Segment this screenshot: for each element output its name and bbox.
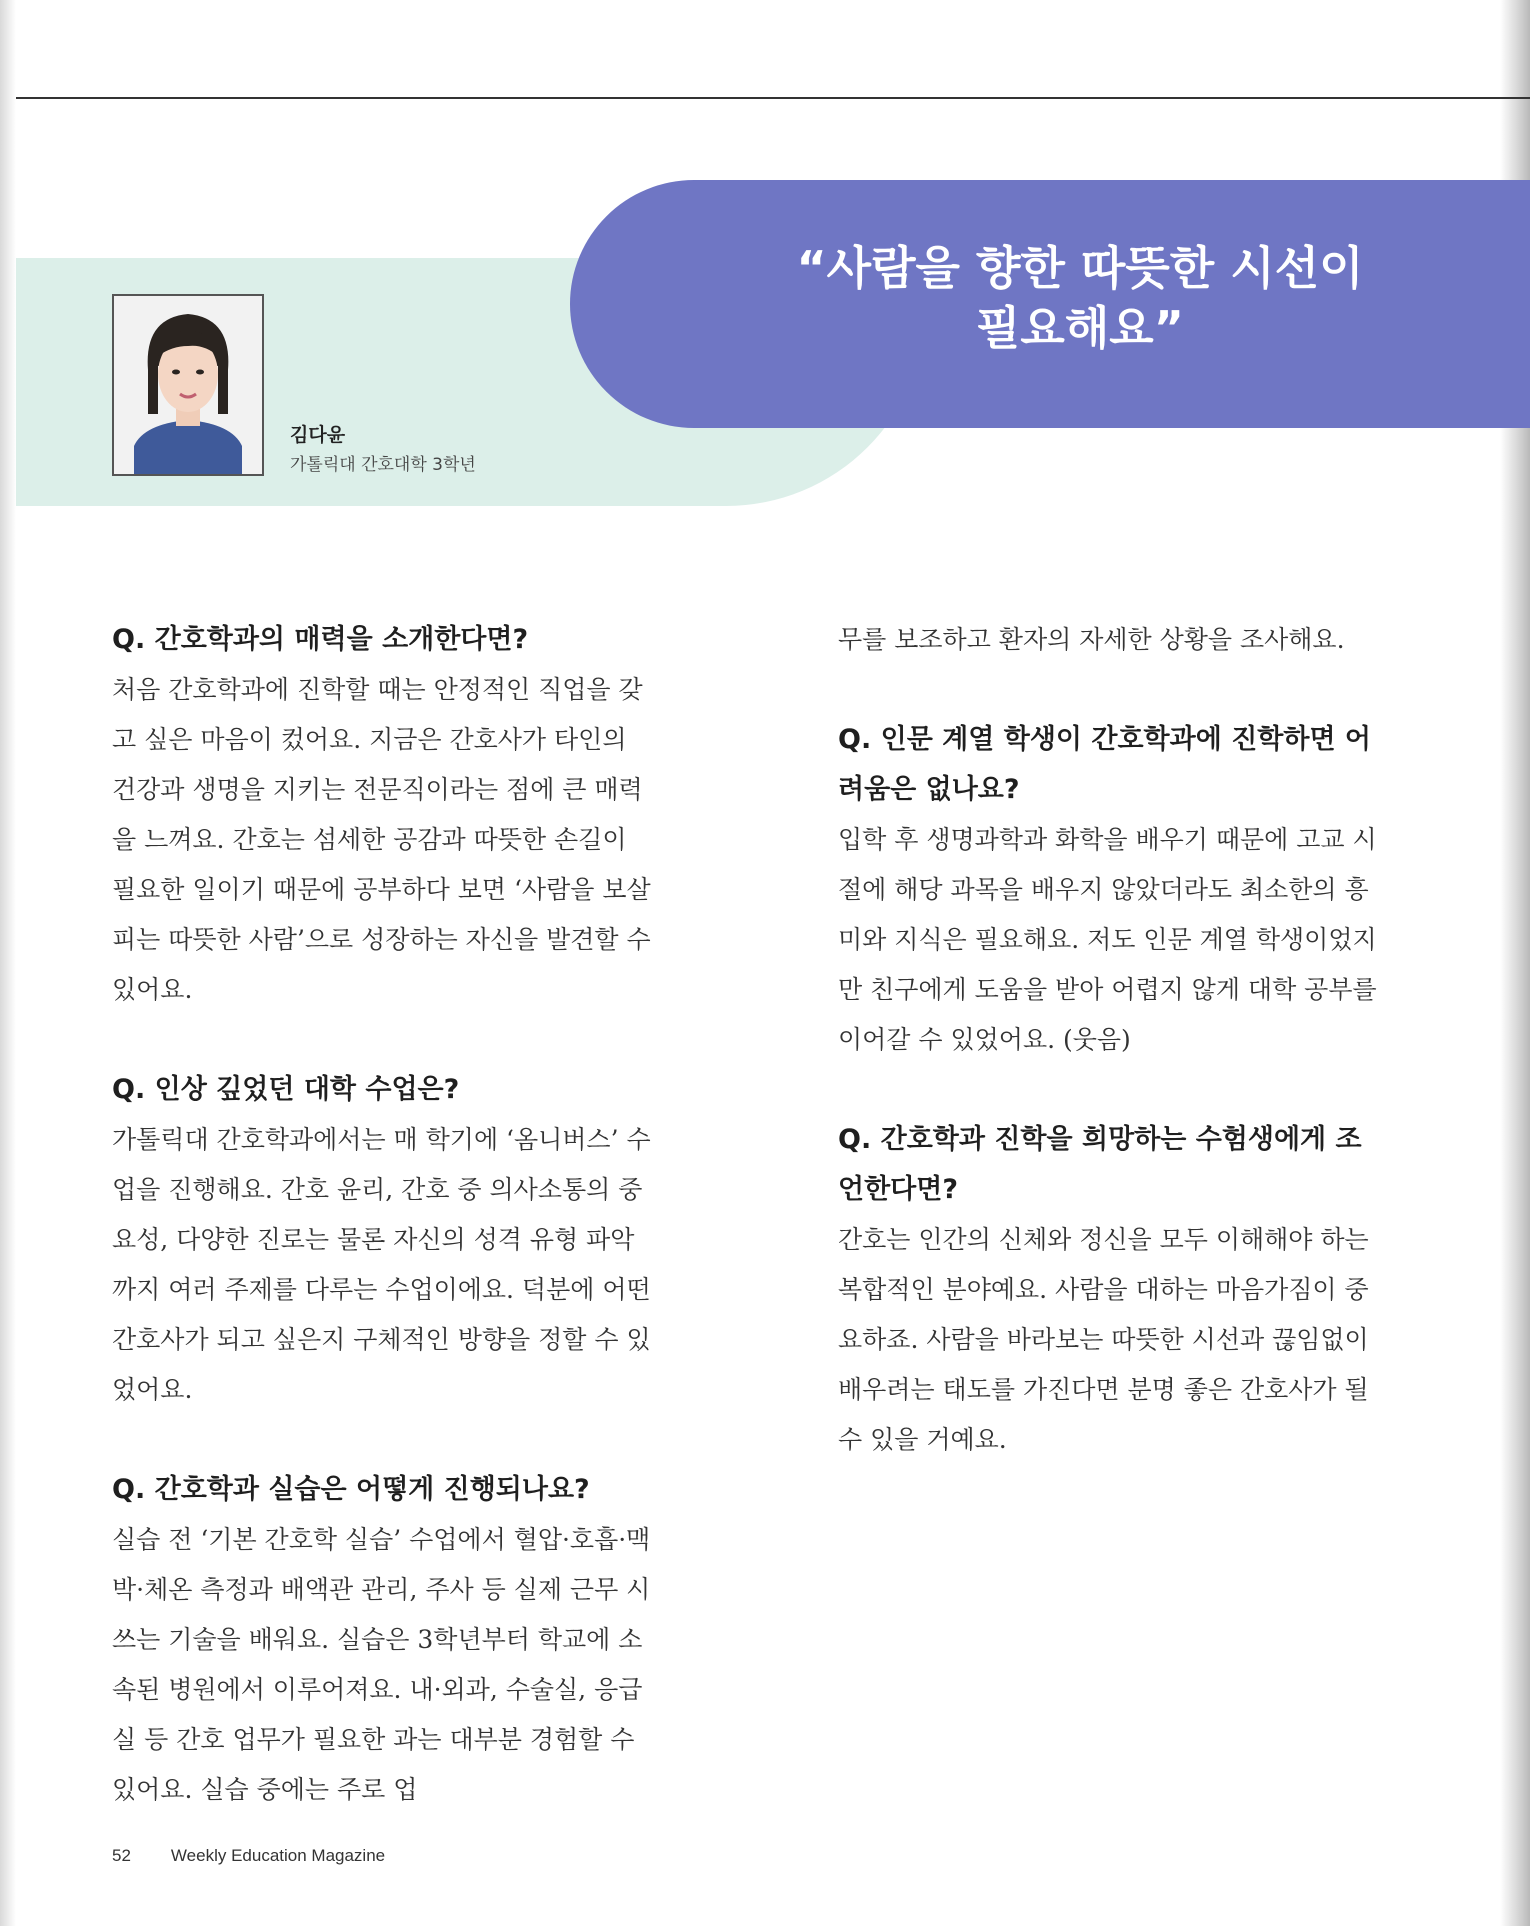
top-rule bbox=[16, 97, 1530, 99]
qa-block-4 bbox=[838, 715, 1378, 1065]
answer-5: 간호는 인간의 신체와 정신을 모두 이해해야 하는 복합적인 분야예요. 사람을 대하는 마음가짐이 중요하죠. 사람을 바라보는 따뜻한 시선과 끊임없이 배우려는 태도를 가진다면 분명 좋은 간호사가 될 수 있을 거예요. bbox=[838, 1225, 1369, 1454]
question-1: Q. 간호학과의 매력을 소개한다면? bbox=[112, 624, 529, 655]
portrait-image bbox=[114, 296, 262, 474]
qa-block-2 bbox=[112, 1065, 652, 1415]
page-number: 52 bbox=[112, 1846, 131, 1865]
interviewee-affiliation: 가톨릭대 간호대학 3학년 bbox=[290, 455, 476, 475]
answer-3-continued: 무를 보조하고 환자의 자세한 상황을 조사해요. bbox=[838, 625, 1345, 654]
qa-block-3 bbox=[112, 1465, 652, 1815]
question-3: Q. 간호학과 실습은 어떻게 진행되나요? bbox=[112, 1474, 590, 1505]
page-footer bbox=[112, 1846, 385, 1866]
profile-photo bbox=[112, 294, 264, 476]
headline bbox=[760, 238, 1400, 358]
answer-3-continued-block bbox=[838, 615, 1378, 665]
page-edge-shadow-left bbox=[0, 0, 16, 1926]
magazine-name: Weekly Education Magazine bbox=[170, 1846, 386, 1865]
answer-2: 가톨릭대 간호학과에서는 매 학기에 ‘옴니버스’ 수업을 진행해요. 간호 윤리, 간호 중 의사소통의 중요성, 다양한 진로는 물론 자신의 성격 유형 파악까지 여러 주제를 다루는 수업이에요. 덕분에 어떤 간호사가 되고 싶은지 구체적인 방향을 정할 수 있었어요. bbox=[112, 1125, 651, 1404]
answer-1: 처음 간호학과에 진학할 때는 안정적인 직업을 갖고 싶은 마음이 컸어요. 지금은 간호사가 타인의 건강과 생명을 지키는 전문직이라는 점에 큰 매력을 느껴요. 간호는 섬세한 공감과 따뜻한 손길이 필요한 일이기 때문에 공부하다 보면 ‘사람을 보살피는 따뜻한 사람’으로 성장하는 자신을 발견할 수 있어요. bbox=[112, 675, 651, 1004]
answer-3: 실습 전 ‘기본 간호학 실습’ 수업에서 혈압·호흡·맥박·체온 측정과 배액관 관리, 주사 등 실제 근무 시 쓰는 기술을 배워요. 실습은 3학년부터 학교에 소속된 병원에서 이루어져요. 내·외과, 수술실, 응급실 등 간호 업무가 필요한 과는 대부분 경험할 수 있어요. 실습 중에는 주로 업 bbox=[112, 1525, 651, 1804]
right-column bbox=[838, 615, 1378, 1515]
headline-line-2: 필요해요” bbox=[976, 301, 1184, 355]
qa-block-1 bbox=[112, 615, 652, 1015]
qa-block-5 bbox=[838, 1115, 1378, 1465]
answer-4: 입학 후 생명과학과 화학을 배우기 때문에 고교 시절에 해당 과목을 배우지 않았더라도 최소한의 흥미와 지식은 필요해요. 저도 인문 계열 학생이었지만 친구에게 도움을 받아 어렵지 않게 대학 공부를 이어갈 수 있었어요. (웃음) bbox=[838, 825, 1377, 1054]
question-4: Q. 인문 계열 학생이 간호학과에 진학하면 어려움은 없나요? bbox=[838, 724, 1372, 805]
question-2: Q. 인상 깊었던 대학 수업은? bbox=[112, 1074, 460, 1105]
question-5: Q. 간호학과 진학을 희망하는 수험생에게 조언한다면? bbox=[838, 1124, 1362, 1205]
headline-line-1: “사람을 향한 따뜻한 시선이 bbox=[796, 241, 1364, 295]
left-column bbox=[112, 615, 652, 1865]
interviewee-name: 김다윤 bbox=[290, 424, 346, 446]
